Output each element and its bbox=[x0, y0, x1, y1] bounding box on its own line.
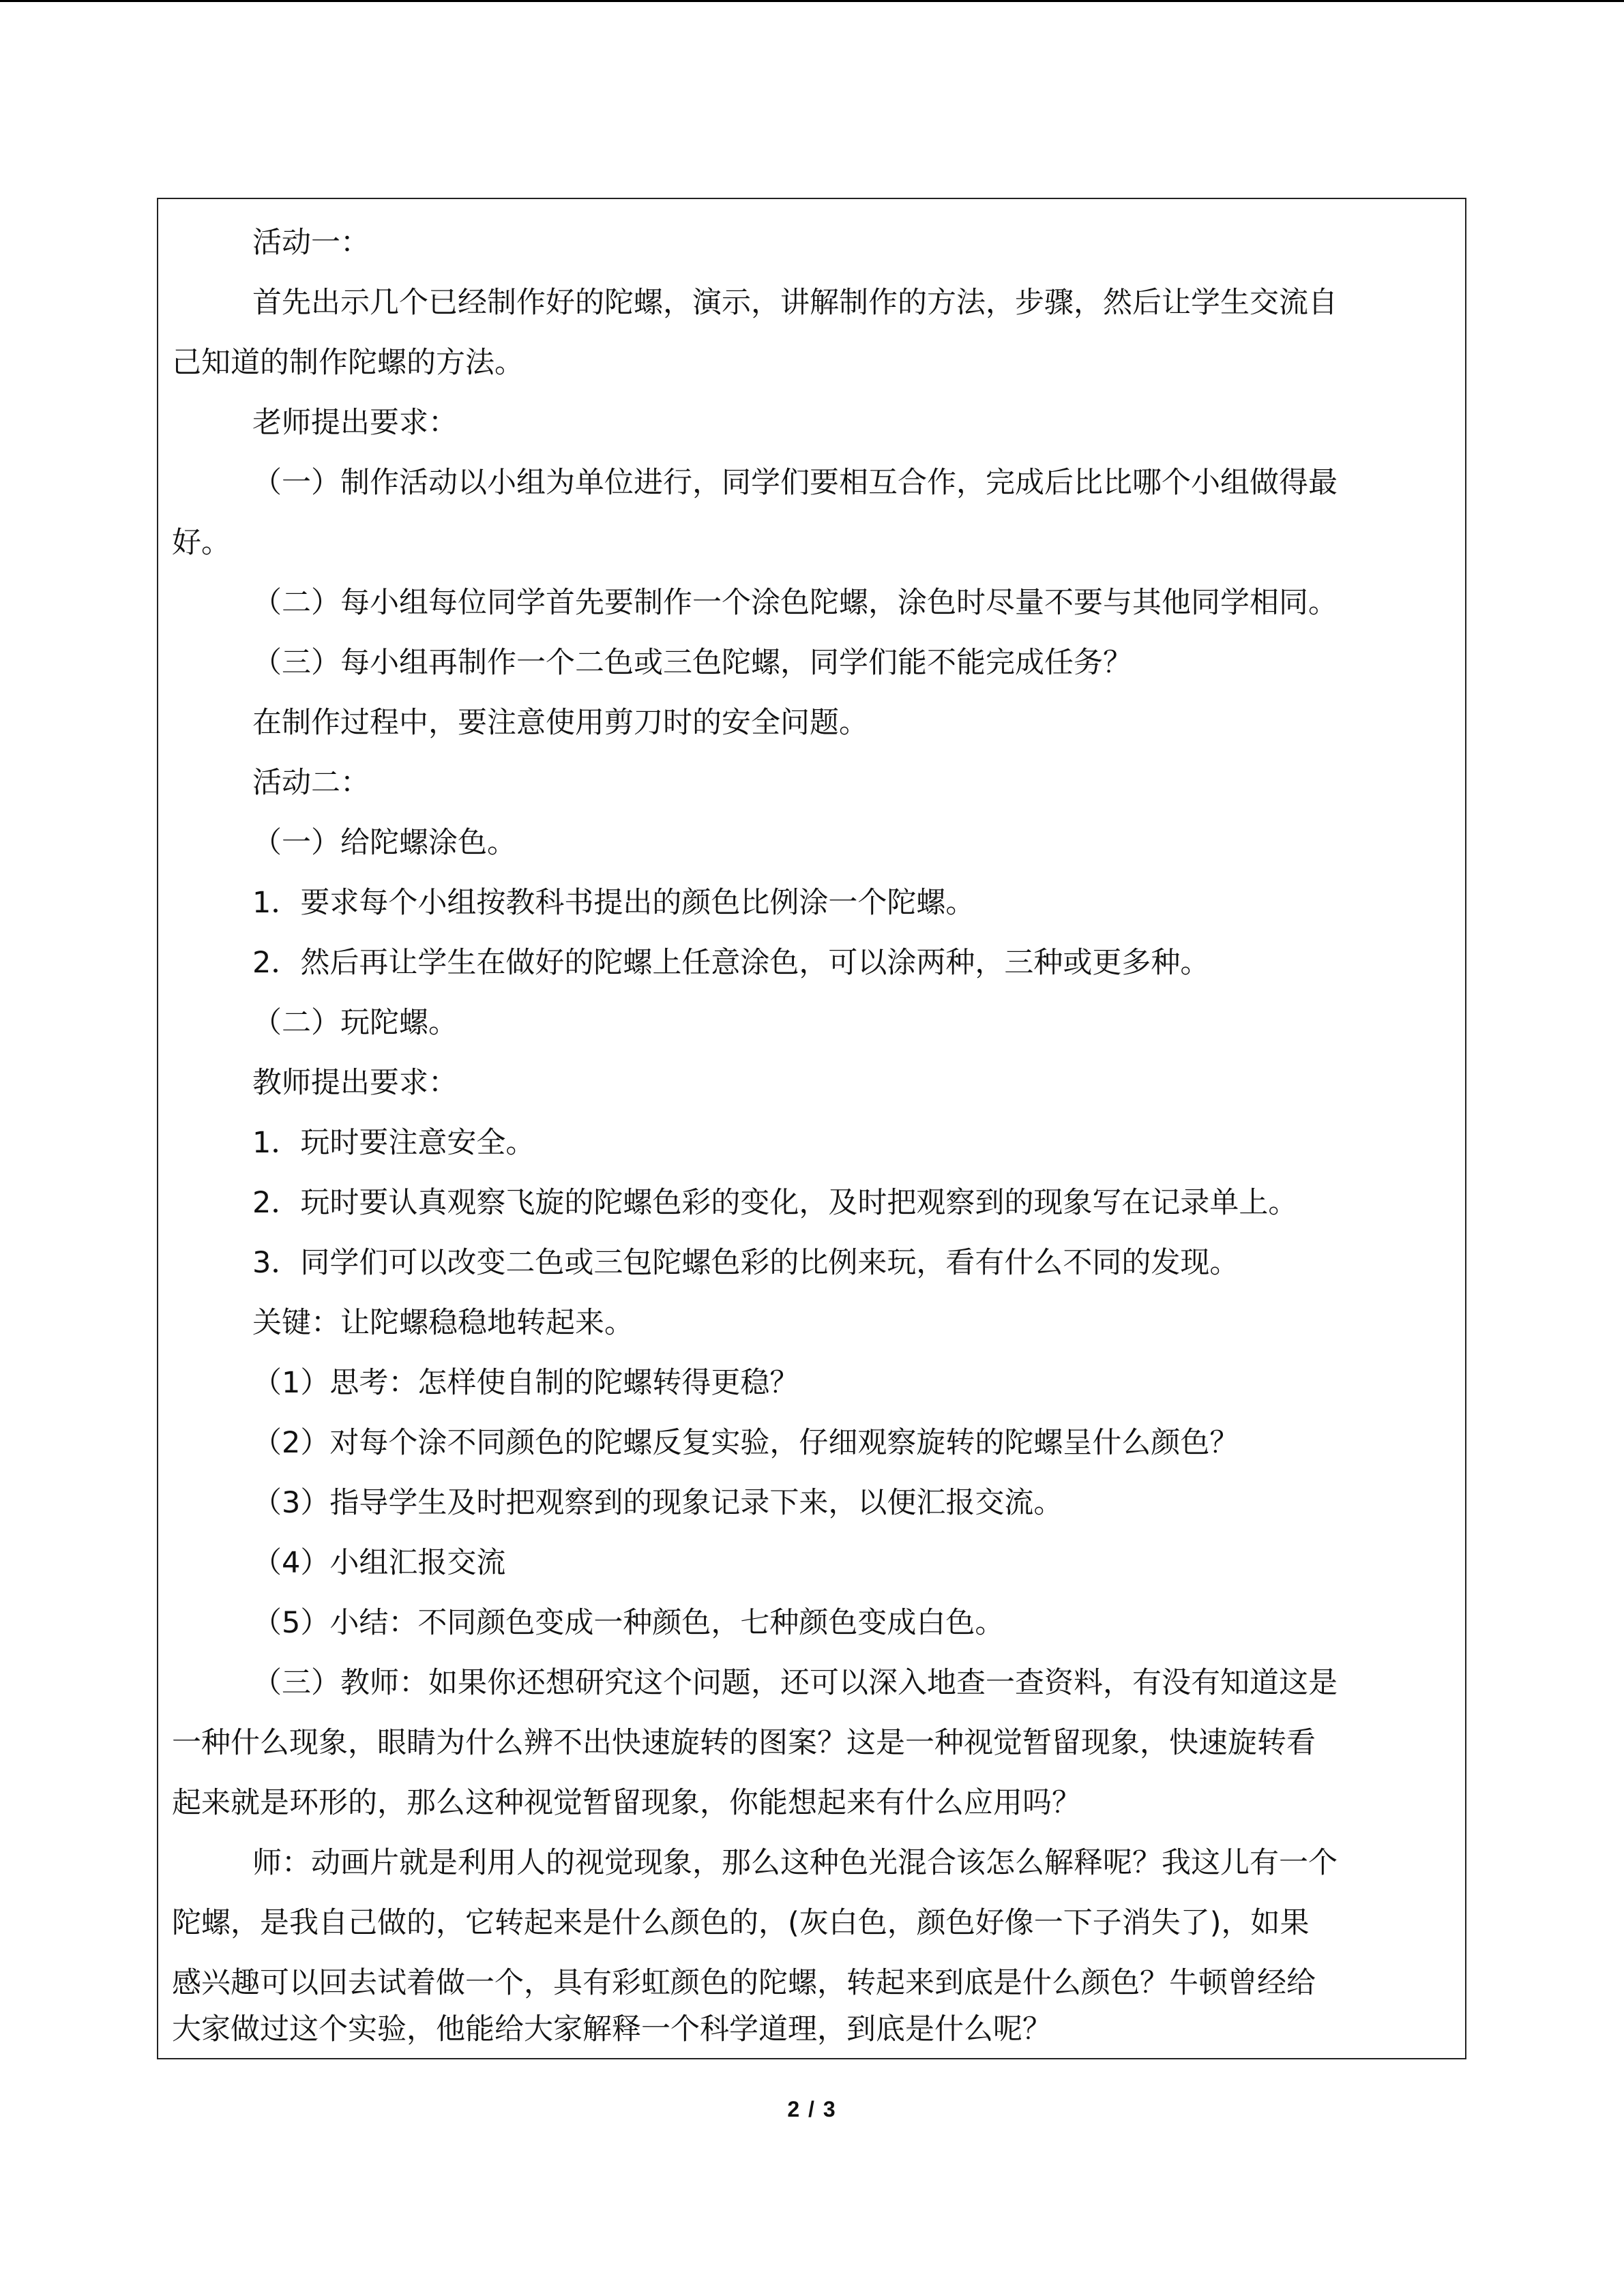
teacher-requirements-heading-2: 教师提出要求： bbox=[252, 1066, 458, 1100]
top-border-line bbox=[0, 0, 1624, 2]
play-step-1: 1．玩时要注意安全。 bbox=[252, 1126, 535, 1160]
teacher-question-line-3: 起来就是环形的，那么这种视觉暂留现象，你能想起来有什么应用吗？ bbox=[172, 1786, 1081, 1820]
step-1-think: （1）思考：怎样使自制的陀螺转得更稳？ bbox=[252, 1366, 799, 1400]
paragraph-intro-line-2: 己知道的制作陀螺的方法。 bbox=[172, 346, 524, 380]
play-step-2: 2．玩时要认真观察飞旋的陀螺色彩的变化，及时把观察到的现象写在记录单上。 bbox=[252, 1186, 1298, 1220]
requirement-three: （三）每小组再制作一个二色或三色陀螺，同学们能不能完成任务？ bbox=[252, 646, 1132, 680]
teacher-explanation-line-1: 师：动画片就是利用人的视觉现象，那么这种色光混合该怎么解释呢？我这儿有一个 bbox=[252, 1846, 1338, 1880]
step-4-report: （4）小组汇报交流 bbox=[252, 1546, 506, 1580]
section-color-top: （一）给陀螺涂色。 bbox=[252, 826, 516, 860]
requirement-two: （二）每小组每位同学首先要制作一个涂色陀螺，涂色时尽量不要与其他同学相同。 bbox=[252, 586, 1338, 620]
color-step-1: 1．要求每个小组按教科书提出的颜色比例涂一个陀螺。 bbox=[252, 886, 975, 920]
step-2-experiment: （2）对每个涂不同颜色的陀螺反复实验，仔细观察旋转的陀螺呈什么颜色？ bbox=[252, 1426, 1239, 1460]
teacher-explanation-line-4: 大家做过这个实验，他能给大家解释一个科学道理，到底是什么呢？ bbox=[172, 2012, 1052, 2046]
safety-note: 在制作过程中，要注意使用剪刀时的安全问题。 bbox=[252, 706, 868, 740]
section-play-top: （二）玩陀螺。 bbox=[252, 1006, 458, 1040]
teacher-explanation-line-3: 感兴趣可以回去试着做一个，具有彩虹颜色的陀螺，转起来到底是什么颜色？牛顿曾经给 bbox=[172, 1966, 1316, 2000]
requirement-one-line-1: （一）制作活动以小组为单位进行，同学们要相互合作，完成后比比哪个小组做得最 bbox=[252, 466, 1338, 500]
teacher-question-line-1: （三）教师：如果你还想研究这个问题，还可以深入地查一查资料，有没有知道这是 bbox=[252, 1666, 1338, 1700]
activity-two-heading: 活动二： bbox=[252, 766, 370, 800]
paragraph-intro-line-1: 首先出示几个已经制作好的陀螺，演示，讲解制作的方法，步骤，然后让学生交流自 bbox=[252, 286, 1338, 320]
lesson-content-box bbox=[157, 198, 1466, 2059]
key-point: 关键：让陀螺稳稳地转起来。 bbox=[252, 1306, 634, 1340]
teacher-requirements-heading: 老师提出要求： bbox=[252, 406, 458, 440]
activity-one-heading: 活动一： bbox=[252, 226, 370, 260]
page-number: 2 / 3 bbox=[787, 2097, 837, 2121]
requirement-one-line-2: 好。 bbox=[172, 526, 231, 560]
color-step-2: 2．然后再让学生在做好的陀螺上任意涂色，可以涂两种，三种或更多种。 bbox=[252, 946, 1210, 980]
teacher-question-line-2: 一种什么现象，眼睛为什么辨不出快速旋转的图案？这是一种视觉暂留现象，快速旋转看 bbox=[172, 1726, 1316, 1760]
step-3-record: （3）指导学生及时把观察到的现象记录下来，以便汇报交流。 bbox=[252, 1486, 1063, 1520]
play-step-3: 3．同学们可以改变二色或三包陀螺色彩的比例来玩，看有什么不同的发现。 bbox=[252, 1246, 1239, 1280]
step-5-summary: （5）小结：不同颜色变成一种颜色，七种颜色变成白色。 bbox=[252, 1606, 1005, 1640]
teacher-explanation-line-2: 陀螺，是我自己做的，它转起来是什么颜色的，(灰白色，颜色好像一下子消失了)，如果 bbox=[172, 1906, 1310, 1940]
